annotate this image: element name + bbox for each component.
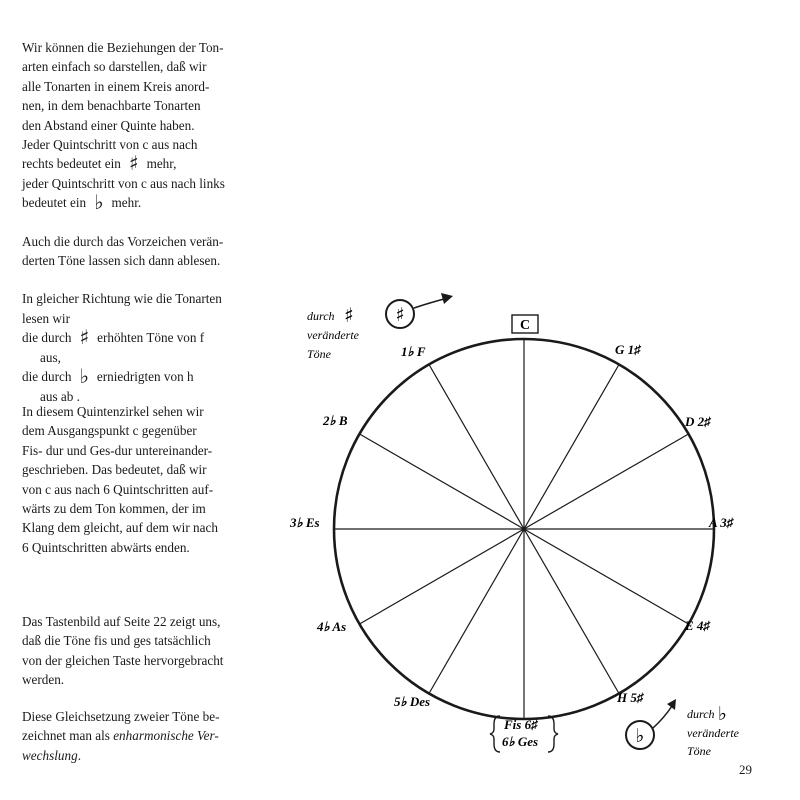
key-h: H 5♯	[617, 690, 644, 705]
key-f: 1♭ F	[401, 344, 426, 359]
intro-line: arten einfach so darstellen, daß wir	[22, 59, 207, 75]
enharmonic-bracket-right	[548, 716, 558, 752]
sharp-icon: ♯	[128, 151, 139, 176]
key-a: A 3♯	[709, 515, 734, 530]
intro-line: den Abstand einer Quinte haben.	[22, 117, 195, 133]
key-ges: 6♭ Ges	[502, 734, 539, 749]
sharp-icon: ♯	[395, 304, 405, 326]
readout-line: Auch die durch das Vorzeichen verän-	[22, 233, 224, 249]
page-number: 29	[739, 762, 752, 777]
spokes	[334, 339, 714, 719]
enharmonic-term: enharmonische Ver-	[113, 728, 219, 744]
intro-line: alle Tonarten in einem Kreis anord-	[22, 78, 210, 94]
sharp-note-line1: durch	[307, 309, 335, 323]
sharp-line: rechts bedeutet ein ♯ mehr,	[22, 151, 177, 176]
direction-flat-line: die durch ♭ erniedrigten von h	[22, 364, 194, 389]
flat-intro-line: jeder Quintschritt von c aus nach links	[22, 175, 225, 191]
sharp-note-icon: ♯	[344, 303, 354, 327]
flat-note-line3: Töne	[687, 744, 711, 758]
circle-explanation-paragraph: In diesem Quintenzirkel sehen wir dem Ausgangspunkt c gegenüber Fis- dur und Ges-dur untereinander- geschrieben. Das bedeutet, daß wir von c aus nach 6 Quintschritten auf- wärts zu dem Ton kommen, der im Klang dem gleicht, auf dem wir nach 6 Quintschritten abwärts enden.	[22, 404, 218, 555]
direction-line: In gleicher Richtung wie die Tonarten	[22, 291, 222, 307]
intro-line: Wir können die Beziehungen der Ton-	[22, 40, 224, 55]
flat-line: bedeutet ein ♭ mehr.	[22, 190, 142, 215]
key-d: D 2♯	[685, 414, 711, 429]
direction-line: aus,	[40, 349, 61, 365]
flat-icon: ♭	[79, 364, 89, 389]
enharmonic-bracket-left	[490, 716, 500, 752]
key-b: 2♭ B	[323, 413, 348, 428]
direction-line: aus ab .	[40, 388, 80, 404]
sharp-icon: ♯	[79, 325, 90, 350]
direction-sharp-line: die durch ♯ erhöhten Töne von f	[22, 325, 205, 350]
key-es: 3♭ Es	[290, 515, 320, 530]
readout-line: derten Töne lassen sich dann ablesen.	[22, 253, 221, 269]
sharp-note-line2: veränderte	[307, 328, 359, 342]
key-e: E 4♯	[685, 618, 710, 633]
keyboard-paragraph: Das Tastenbild auf Seite 22 zeigt uns, daß die Töne fis und ges tatsächlich von der gleichen Taste hervorgebracht werden.	[22, 614, 224, 688]
sharp-arrowhead-icon	[441, 293, 453, 304]
sharp-note-line3: Töne	[307, 347, 331, 361]
key-fis: Fis 6♯	[504, 717, 538, 732]
flat-arrowhead-icon	[667, 699, 676, 710]
enharmonic-paragraph: Diese Gleichsetzung zweier Töne be- zeichnet man als enharmonische Ver- wechslung.	[22, 709, 220, 763]
direction-line: lesen wir	[22, 310, 70, 326]
flat-icon: ♭	[635, 725, 645, 747]
intro-line: Jeder Quintschritt von c aus nach	[22, 137, 198, 153]
key-g: G 1♯	[615, 342, 641, 357]
intro-line: nen, in dem benachbarte Tonarten	[22, 98, 201, 114]
flat-icon: ♭	[94, 190, 104, 215]
key-des: 5♭ Des	[394, 694, 431, 709]
flat-note-icon: ♭	[718, 703, 727, 725]
flat-note-line1: durch	[687, 707, 715, 721]
key-c: C	[519, 318, 531, 333]
flat-note-line2: veränderte	[687, 726, 739, 740]
flat-arrow-icon	[653, 706, 672, 728]
key-as: 4♭ As	[317, 619, 347, 634]
